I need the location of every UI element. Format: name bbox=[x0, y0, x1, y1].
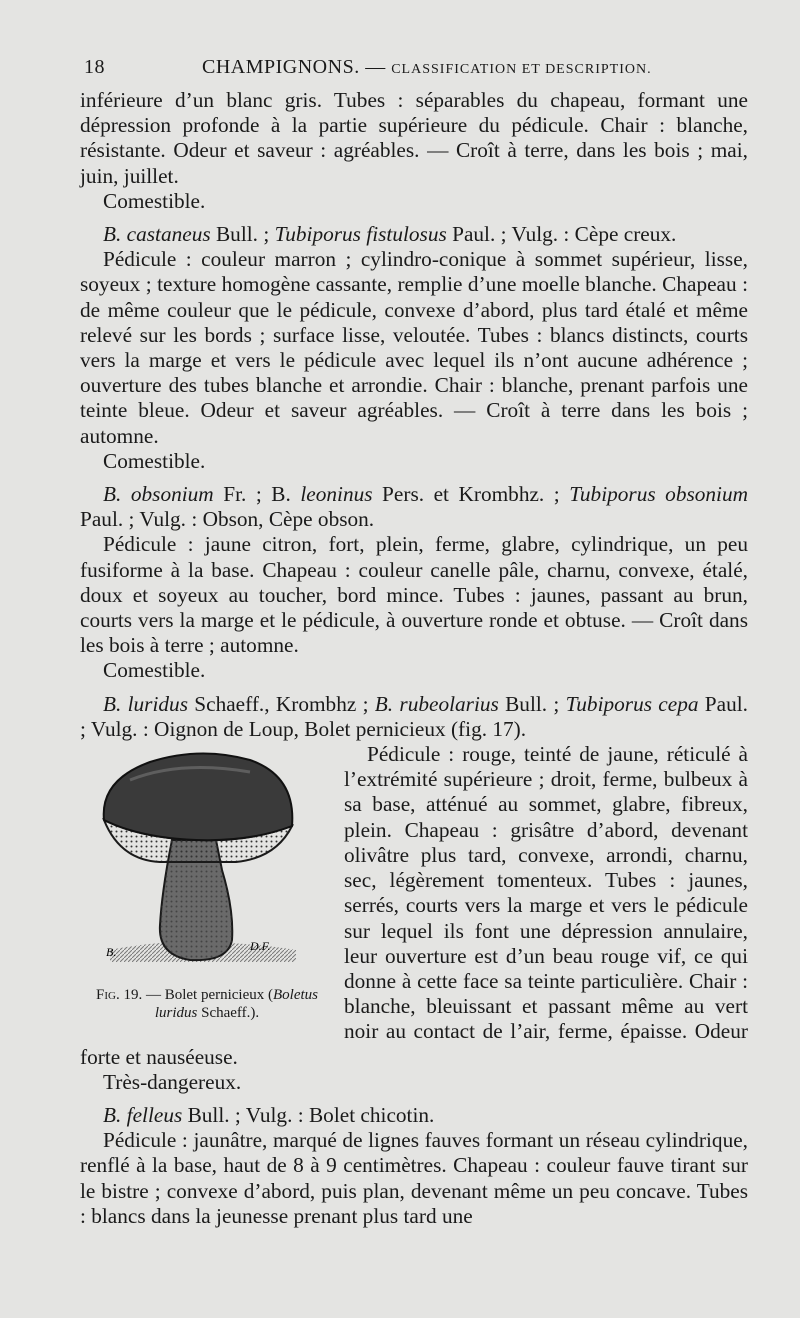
species-name: B. obsonium bbox=[103, 482, 214, 507]
paragraph: Pédicule : jaunâtre, marqué de lignes fauves formant un réseau cylindrique, renflé à la base, haut de 8 à 9 centimètres. Chapeau : couleur fauve tirant sur le bistre ; convexe d’abord, puis plan, devenant même un peu concave. Tubes : blancs dans la jeunesse prenant plus tard une bbox=[80, 1128, 748, 1228]
vernacular-text: Paul. ; Vulg. : Oignon de Loup, Bolet pernicieux (fig. 17). bbox=[80, 691, 748, 741]
page-number: 18 bbox=[84, 56, 105, 78]
authority-text: Bull. ; bbox=[498, 691, 566, 716]
synonym: B. rubeolarius bbox=[374, 691, 499, 716]
paragraph: Pédicule : jaune citron, fort, plein, ferme, glabre, cylindrique, un peu fusiforme à la base. Chapeau : couleur canelle pâle, charnu, convexe, étalé, doux et soyeux au toucher, bord mince. Tubes : jaunes, passant au brun, courts vers la marge et le pédicule, à ouverture ronde et obtuse. — Croît dans les bois à terre ; automne. bbox=[80, 532, 748, 658]
vernacular-text: Bull. ; Vulg. : Bolet chicotin. bbox=[182, 1102, 435, 1127]
header-subtitle: CLASSIFICATION ET DESCRIPTION. bbox=[391, 62, 652, 77]
species-heading-obsonium bbox=[80, 482, 748, 532]
authority-text: Pers. et Krombhz. ; bbox=[372, 482, 570, 507]
authority-text: Schaeff., Krombhz ; bbox=[187, 691, 375, 716]
header-separator: — bbox=[365, 56, 386, 78]
paragraph-verdict: Comestible. bbox=[103, 658, 206, 683]
caption-author: Schaeff.). bbox=[197, 1005, 260, 1022]
species-name: B. luridus bbox=[103, 691, 188, 716]
paragraph-verdict: Très-dangereux. bbox=[103, 1069, 242, 1094]
species-heading-felleus bbox=[80, 1103, 748, 1128]
caption-latin-name: Boletus luridus bbox=[154, 987, 318, 1022]
synonym: Tubiporus obsonium bbox=[569, 482, 748, 507]
vernacular-text: Paul. ; Vulg. : Obson, Cèpe obson. bbox=[80, 507, 375, 532]
body-text bbox=[80, 88, 748, 1229]
paragraph-verdict: Comestible. bbox=[103, 448, 206, 473]
paragraph: Pédicule : rouge, teinté de jaune, réticulé à l’extrémité supérieure ; droit, ferme, bulbeux à sa base, atténué au sommet, glabre, fibreux, plein. Chapeau : grisâtre d’abord, devenant olivâtre plus tard, convexe, arrondi, charnu, sec, légèrement tomenteux. Tubes : jaunes, serrés, courts vers la marge et vers le pédicule sur lequel ils font une dépression annulaire, leur ouverture est d’un beau rouge vif, ce qui donne à cette face sa teinte particulière. Chair : blanche, bleuissant et passant même au vert noir au contact de l’air, ferme, épaisse. Odeur forte et nauséeuse. bbox=[80, 742, 748, 1069]
mushroom-illustration bbox=[100, 750, 300, 982]
artist-signature-right: D.F. bbox=[250, 939, 271, 954]
mushroom-figure bbox=[76, 742, 338, 1042]
caption-text: — Bolet pernicieux ( bbox=[142, 987, 273, 1004]
artist-signature-left: B. bbox=[106, 945, 117, 960]
species-heading-luridus bbox=[80, 692, 748, 742]
species-name: B. felleus bbox=[103, 1102, 183, 1127]
running-title bbox=[202, 56, 652, 79]
figure-caption bbox=[76, 986, 338, 1022]
authority-text: Fr. ; B. bbox=[213, 482, 301, 507]
synonym: Tubiporus cepa bbox=[565, 691, 699, 716]
species-heading-castaneus bbox=[80, 222, 748, 247]
species-name: B. castaneus bbox=[103, 222, 211, 247]
vernacular-text: Paul. ; Vulg. : Cèpe creux. bbox=[446, 222, 677, 247]
paragraph: Pédicule : couleur marron ; cylindro-conique à sommet supérieur, lisse, soyeux ; texture homogène cassante, remplie d’une moelle blanche. Chapeau : de même couleur que le pédicule, convexe d’abord, plus tard étalé et même relevé sur les bords ; surface lisse, veloutée. Tubes : blancs distincts, courts vers la marge et vers le pédicule avec lequel ils n’ont aucune adhérence ; ouverture des tubes blanche et arrondie. Chair : blanche, prenant parfois une teinte bleue. Odeur et saveur agréables. — Croît à terre dans les bois ; automne. bbox=[80, 247, 748, 448]
synonym: leoninus bbox=[300, 482, 373, 507]
authority-text: Bull. ; bbox=[210, 222, 275, 247]
header-title: CHAMPIGNONS. bbox=[202, 56, 360, 78]
synonym: Tubiporus fistulosus bbox=[274, 222, 447, 247]
paragraph-verdict: Comestible. bbox=[103, 188, 206, 213]
caption-label: Fig. 19. bbox=[96, 987, 143, 1004]
paragraph: inférieure d’un blanc gris. Tubes : séparables du chapeau, formant une dépression profonde à la partie supérieure du pédicule. Chair : blanche, résistante. Odeur et saveur : agréables. — Croît à terre, dans les bois ; mai, juin, juillet. bbox=[80, 88, 748, 188]
